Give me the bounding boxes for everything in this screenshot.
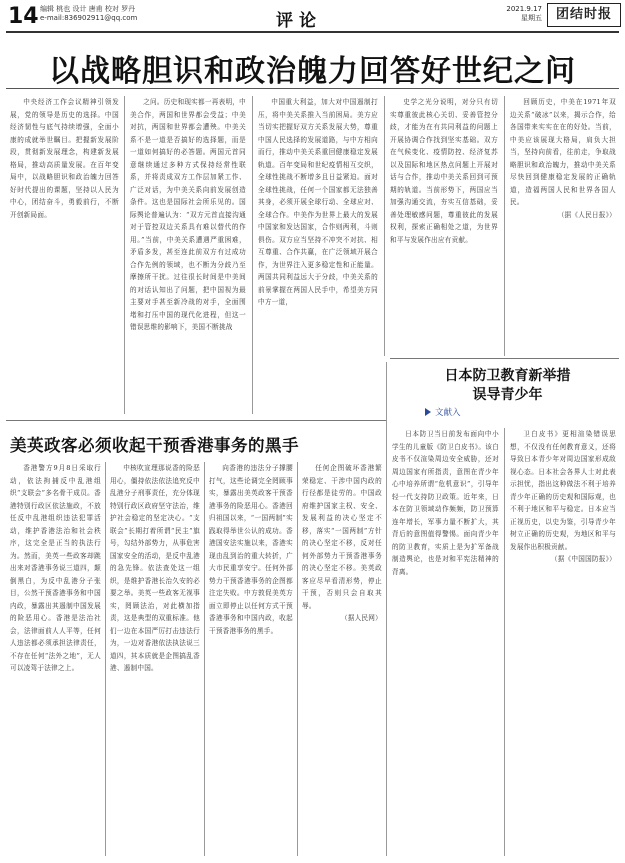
hk-article-column-1	[10, 462, 101, 856]
column-divider	[252, 96, 253, 414]
newspaper-masthead: 团结时报	[547, 3, 621, 27]
article-source: （据《中国国防报》）	[550, 555, 616, 563]
editor-email: e-mail:836902911@qq.com	[40, 14, 138, 22]
main-article-column-5	[510, 96, 616, 354]
main-article-column-3	[258, 96, 378, 414]
byline-text: 文献入	[435, 408, 461, 418]
section-title: 评论	[276, 11, 322, 31]
issue-date	[496, 5, 542, 23]
article-paragraph: 中央经济工作会议精神引领发展，党的领导是历史的选择。中国经济韧性与底气持续增强，全面小康的成就举世瞩目。把握新发展阶段，贯彻新发展理念，构建新发展格局，推动高质量发展。在百年变局中，以战略胆识和政治魄力回答好时代提出的课题，坚持以人民为中心，团结奋斗，勇毅前行，不断开创新局面。	[10, 98, 119, 219]
japan-article-column-2	[510, 428, 616, 856]
section-divider	[390, 358, 619, 359]
article-paragraph: 香港警方9月8日采取行动，依法拘捕反中乱港组织“支联会”多名骨干成员。香港特别行政区依法施政，不放任反中乱港组织违法犯罪活动，维护香港法治和社会秩序，这完全是正当的执法行为。然而，美英一些政客却跳出来对香港事务说三道四，颠倒黑白，为反中乱港分子张目，公然干预香港事务和中国内政，暴露出其遏制中国发展的险恶用心。香港是法治社会，法律面前人人平等，任何人违法都必须承担法律责任，不存在任何“法外之地”，无人可以凌驾于法律之上。	[10, 464, 101, 672]
main-article-column-2	[130, 96, 246, 414]
hk-article-column-3	[209, 462, 293, 856]
japan-article-byline[interactable]	[425, 406, 461, 418]
weekday-text: 星期五	[521, 14, 542, 22]
main-article-column-4	[390, 96, 498, 354]
column-divider	[204, 462, 205, 856]
article-paragraph: 中核吹宣理那说香的险恶用心，僵持依法依法追究反中乱港分子刑事责任，充分体现特别行政区政府坚守法治，维护社会稳定的坚定决心。“支联会”长期打着所谓“民主”旗号，勾结外部势力，从事危害国家安全的活动，是反中乱港的急先锋。依法查处这一组织，是维护香港长治久安的必要之举。美英一些政客无视事实，罔顾法治，对此横加指责，这是典型的双重标准。他们一边在本国严厉打击违法行为，一边对香港依法执法说三道四，其本质就是企图搞乱香港、遏制中国。	[110, 464, 200, 672]
headline-rule	[6, 88, 619, 89]
section-divider	[6, 420, 386, 421]
hk-article-column-2	[110, 462, 200, 856]
article-source: （据《人民日报》）	[557, 210, 616, 219]
column-divider	[105, 462, 106, 856]
page-number: 14	[8, 4, 39, 29]
main-headline: 以战略胆识和政治魄力回答好世纪之问	[49, 54, 576, 89]
column-divider	[384, 96, 385, 356]
header-rule	[6, 31, 619, 33]
article-source: （据人民网）	[340, 614, 382, 622]
article-paragraph: 回顾历史，中美在1971年双边关系“破冰”以来，揭示合作，给各国带来实实在在的好处。当前，中美应该展现大格局，肩负大担当，坚持向前看，往前走，争取战略胆识和政治魄力，推动中美关系尽快回到健康稳定发展的正确轨道，造福两国人民和世界各国人民。	[510, 98, 616, 206]
article-paragraph: 日本防卫当日前发布面向中小学生的儿童版《防卫白皮书》。该白皮书不仅渲染周边安全威胁，还对周边国家有所指责，意图在青少年心中培养所谓“危机意识”，引导年轻一代支持防卫政策。近年来，日本在防卫领域动作频频，防卫预算连年增长，军事力量不断扩大，其背后的意图值得警惕。面向青少年的防卫教育，实质上是为扩军备战制造舆论，也是对和平宪法精神的背离。	[392, 430, 499, 576]
japan-article-title	[403, 367, 612, 405]
main-article-column-1	[10, 96, 119, 414]
column-divider	[124, 96, 125, 414]
play-arrow-icon	[425, 408, 431, 416]
hk-article-column-4	[302, 462, 382, 856]
article-paragraph: 中国重大利益，加大对中国遏制打压，将中美关系推入当前困局。美方应当切实把握好双方关系发展大势，尊重中国人民选择的发展道路，与中方相向而行，推动中美关系重回健康稳定发展轨道。百年变局和世纪疫情相互交织，全球性挑战不断增多且日益紧迫。面对全球性挑战，任何一个国家都无法独善其身，必须开展全球行动、全球应对、全球合作。中美作为世界上最大的发展中国家和发达国家，合作则两利，斗则俱伤。双方应当坚持不冲突不对抗、相互尊重、合作共赢，在广泛领域开展合作，为世界注入更多稳定性和正能量。两国共同利益远大于分歧，中美关系的前景掌握在两国人民手中，希望美方同中方一道，	[258, 98, 378, 306]
column-divider	[297, 462, 298, 856]
hk-article-headline: 美英政客必须收起干预香港事务的黑手	[10, 436, 299, 455]
article-paragraph: 向香港的违法分子撑腰打气，这些论调完全罔顾事实，暴露出美英政客干预香港事务的险恶用心。香港回归祖国以来，“一国两制”实践取得举世公认的成功。香港国安法实施以来，香港实现由乱到治的重大转折，广大市民重享安宁。任何外部势力干预香港事务的企图都注定失败。中方敦促美英方面立即停止以任何方式干预香港事务和中国内政，收起干预香港事务的黑手。	[209, 464, 293, 635]
japan-article-column-1	[392, 428, 499, 856]
japan-title-line: 日本防卫教育新举措	[444, 368, 571, 384]
column-divider	[386, 362, 387, 856]
column-divider	[504, 96, 505, 356]
japan-title-line: 误导青少年	[472, 387, 543, 403]
article-paragraph: 任何企图破坏香港繁荣稳定、干涉中国内政的行径都是徒劳的。中国政府维护国家主权、安全、发展利益的决心坚定不移，落实“一国两制”方针的决心坚定不移，反对任何外部势力干预香港事务的决心坚定不移。美英政客应尽早看清形势，停止干预，否则只会自取其辱。	[302, 464, 382, 610]
date-text: 2021.9.17	[506, 5, 542, 13]
editors-info	[40, 5, 190, 23]
page-header	[0, 0, 625, 32]
column-divider	[504, 428, 505, 856]
editors-line: 编辑 桃也 设计 唐甫 校对 罗丹	[40, 5, 136, 13]
article-paragraph: 史学之光分说明，对分只有切实尊重彼此核心关切、妥善管控分歧，才能为在有共同利益的问题上开展协调合作找到坚实基础。双方在气候变化、疫情防控、经济复苏以及国际和地区热点问题上开展对话与合作，推动中美关系回到可预期的轨道。当前形势下，两国应当加强沟通交流，夯实互信基础，妥善处理敏感问题，尊重彼此的发展权利，探索正确相处之道，为世界和平与发展作出应有贡献。	[390, 98, 498, 244]
article-paragraph: 之问。历史和现实都一再表明，中美合作，两国和世界都会受益；中美对抗，两国和世界都会遭殃。中美关系不是一道是否搞好的选择题，而是一道如何搞好的必答题。两国元首同意继续通过多种方式保持经常性联系，并将责成双方工作层加紧工作、广泛对话，为中美关系向前发展创造条件。这也是国际社会所乐见的。国际舆论普遍认为：“双方元首直接沟通对于管控双边关系具有难以替代的作用。”当前，中美关系遭遇严重困难，矛盾多发，甚至连此前双方有过成功合作先例的领域，也不断为分歧乃至摩擦所干扰。过往很长时间是中美间的对话认知出了问题，把中国视为最主要对手甚至新冷战的对手，全面围堵和打压中国的现代化进程，但这一错误思维的影响下，美国不断挑战	[130, 98, 246, 331]
article-paragraph: 卫白皮书》更相渲染错误思想，不仅没有任何教育意义，还将导致日本青少年对周边国家形成敌视心态。日本社会各界人士对此表示担忧，指出这种做法不利于培养青少年正确的历史观和国际观，也不利于地区和平与稳定。日本应当正视历史，以史为鉴，引导青少年树立正确的历史观，为地区和平与发展作出积极贡献。	[510, 430, 616, 551]
